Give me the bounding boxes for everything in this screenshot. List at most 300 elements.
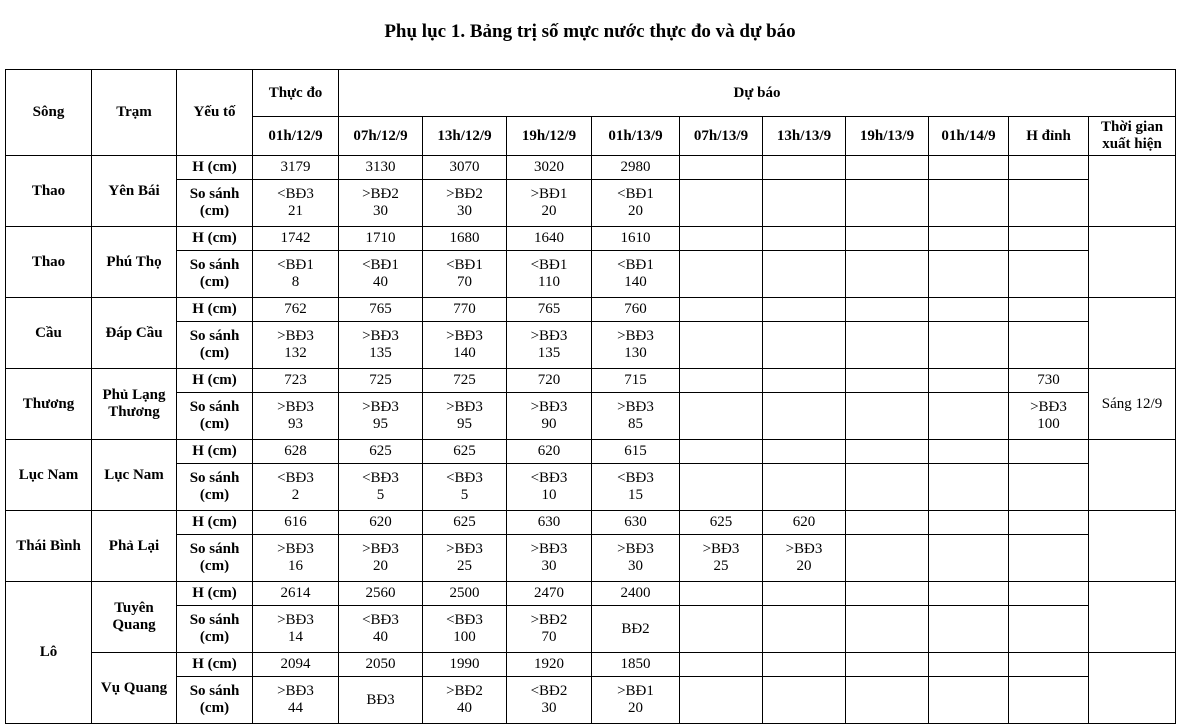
table-row <box>6 653 1176 677</box>
value-line2: 2 <box>291 487 300 503</box>
h-value-cell <box>929 511 1009 535</box>
ss-value-cell <box>846 180 929 227</box>
factor-h-label: H (cm) <box>177 440 253 464</box>
value-line1: >BĐ1 <box>617 683 654 699</box>
value-line2: 70 <box>457 274 472 290</box>
ss-value-cell <box>763 677 846 724</box>
header-forecast-time: 13h/13/9 <box>763 117 846 156</box>
ss-value-cell <box>929 606 1009 653</box>
value-line1: <BĐ3 <box>362 470 399 486</box>
value-line2: 135 <box>537 345 561 361</box>
ss-value-cell <box>680 180 763 227</box>
value-line2: 5 <box>460 487 469 503</box>
ss-value-cell <box>592 322 680 369</box>
h-value-cell <box>846 440 929 464</box>
value-line2: 90 <box>541 416 557 432</box>
ss-value-cell <box>339 251 423 298</box>
ss-value-cell <box>339 464 423 511</box>
h-value-cell: 715 <box>592 369 680 393</box>
value-line1: >BĐ3 <box>362 328 399 344</box>
ss-value-cell <box>423 535 507 582</box>
station-cell: Vụ Quang <box>92 653 177 724</box>
header-song: Sông <box>6 70 92 156</box>
value-line1: >BĐ3 <box>446 541 483 557</box>
h-value-cell: 2560 <box>339 582 423 606</box>
h-value-cell: 765 <box>507 298 592 322</box>
ss-value-cell <box>423 464 507 511</box>
value-line1: <BĐ3 <box>446 612 483 628</box>
header-thoi-gian-line1: Thời gian <box>1100 119 1164 135</box>
ss-value-cell <box>253 464 339 511</box>
river-cell: Lục Nam <box>6 440 92 511</box>
ss-value-cell <box>929 322 1009 369</box>
factor-ss-label <box>177 535 253 582</box>
table-row <box>6 677 1176 724</box>
factor-ss-line2: (cm) <box>199 345 230 361</box>
station-cell: Đáp Cầu <box>92 298 177 369</box>
h-value-cell <box>929 440 1009 464</box>
ss-value-cell <box>253 251 339 298</box>
h-value-cell: 1680 <box>423 227 507 251</box>
h-value-cell <box>763 653 846 677</box>
station-cell: Lục Nam <box>92 440 177 511</box>
h-value-cell: 1610 <box>592 227 680 251</box>
factor-ss-label <box>177 393 253 440</box>
ss-value-cell <box>763 606 846 653</box>
river-cell: Thao <box>6 156 92 227</box>
h-value-cell <box>680 653 763 677</box>
ss-value-cell <box>846 677 929 724</box>
ss-value-cell <box>929 677 1009 724</box>
ss-value-cell <box>507 180 592 227</box>
h-value-cell <box>846 582 929 606</box>
peak-h-cell <box>1009 298 1089 322</box>
ss-value-cell <box>339 322 423 369</box>
h-value-cell: 620 <box>763 511 846 535</box>
value-line1: >BĐ3 <box>617 541 654 557</box>
h-value-cell: 765 <box>339 298 423 322</box>
ss-value-cell <box>507 393 592 440</box>
value-line2: 20 <box>373 558 388 574</box>
value-line1: <BĐ3 <box>277 470 314 486</box>
value-line1: <BĐ3 <box>617 470 654 486</box>
value-line2: 10 <box>541 487 557 503</box>
factor-ss-line1: So sánh <box>189 186 240 202</box>
h-value-cell: 1742 <box>253 227 339 251</box>
ss-value-cell <box>846 606 929 653</box>
ss-value-cell <box>846 464 929 511</box>
value-line2: 135 <box>369 345 392 361</box>
h-value-cell <box>680 156 763 180</box>
river-cell: Cầu <box>6 298 92 369</box>
value-line2: 44 <box>288 700 303 716</box>
factor-ss-label <box>177 251 253 298</box>
table-row <box>6 180 1176 227</box>
peak-ss-cell <box>1009 322 1089 369</box>
factor-ss-label <box>177 180 253 227</box>
h-value-cell: 620 <box>507 440 592 464</box>
factor-ss-label <box>177 677 253 724</box>
h-value-cell: 3179 <box>253 156 339 180</box>
value-line1: >BĐ2 <box>446 186 483 202</box>
factor-ss-line1: So sánh <box>189 257 240 273</box>
ss-value-cell <box>253 322 339 369</box>
header-thoi-gian-line2: xuất hiện <box>1102 136 1162 152</box>
value-line2: 40 <box>373 274 388 290</box>
value-line2: 110 <box>538 274 560 290</box>
value-line1: >BĐ2 <box>446 683 483 699</box>
peak-h-cell <box>1009 653 1089 677</box>
value-line1: <BĐ1 <box>617 257 654 273</box>
value-line1: >BĐ3 <box>530 541 568 557</box>
h-value-cell <box>763 156 846 180</box>
factor-ss-label <box>177 322 253 369</box>
ss-value-cell <box>846 251 929 298</box>
station-cell: Phả Lại <box>92 511 177 582</box>
value-line1: <BĐ3 <box>446 470 483 486</box>
value-line1: >BĐ2 <box>362 186 399 202</box>
h-value-cell: 2050 <box>339 653 423 677</box>
h-value-cell: 760 <box>592 298 680 322</box>
ss-value-cell <box>253 677 339 724</box>
document-title: Phụ lục 1. Bảng trị số mực nước thực đo và dự báo <box>384 21 796 42</box>
value-line2: 85 <box>628 416 643 432</box>
ss-value-cell <box>846 393 929 440</box>
value-line2: 140 <box>453 345 476 361</box>
h-value-cell: 3070 <box>423 156 507 180</box>
h-value-cell: 625 <box>339 440 423 464</box>
ss-value-cell <box>592 180 680 227</box>
header-forecast-time: 13h/12/9 <box>423 117 507 156</box>
h-value-cell <box>929 653 1009 677</box>
value-line2: 40 <box>373 629 388 645</box>
table-row <box>6 156 1176 180</box>
ss-value-cell <box>763 322 846 369</box>
value-line2: 25 <box>713 558 729 574</box>
ss-value-cell <box>846 322 929 369</box>
value-line1: >BĐ3 <box>277 399 314 415</box>
factor-h-label: H (cm) <box>177 511 253 535</box>
factor-ss-line2: (cm) <box>199 629 230 645</box>
station-cell: Yên Bái <box>92 156 177 227</box>
factor-h-label: H (cm) <box>177 156 253 180</box>
value-line2: 8 <box>291 274 300 290</box>
ss-value-cell <box>253 535 339 582</box>
ss-value-cell <box>507 464 592 511</box>
ss-value-cell <box>763 393 846 440</box>
ss-value-cell <box>929 535 1009 582</box>
ss-value-cell <box>592 606 680 653</box>
header-tram: Trạm <box>92 70 177 156</box>
factor-h-label: H (cm) <box>177 298 253 322</box>
value-line2: 132 <box>284 345 307 361</box>
h-value-cell <box>929 227 1009 251</box>
header-row-top <box>6 70 1176 117</box>
h-value-cell: 2400 <box>592 582 680 606</box>
h-value-cell <box>846 227 929 251</box>
value-line1: <BĐ3 <box>530 470 568 486</box>
value-line1: <BĐ1 <box>617 186 654 202</box>
value-line2: 100 <box>453 629 476 645</box>
ss-value-cell <box>846 535 929 582</box>
value-line1: >BĐ3 <box>362 399 399 415</box>
value-line1: >BĐ3 <box>446 399 483 415</box>
value-line2: 95 <box>457 416 472 432</box>
time-cell <box>1089 653 1176 724</box>
header-thoi-gian <box>1089 117 1176 156</box>
value-line1: >BĐ3 <box>702 541 740 557</box>
table-row <box>6 511 1176 535</box>
factor-ss-line1: So sánh <box>189 541 240 557</box>
value-line2: 40 <box>457 700 472 716</box>
ss-value-cell <box>507 606 592 653</box>
h-value-cell: 1850 <box>592 653 680 677</box>
time-cell: Sáng 12/9 <box>1089 369 1176 440</box>
value-line1: >BĐ3 <box>446 328 483 344</box>
factor-ss-line2: (cm) <box>199 700 230 716</box>
value-line1: <BĐ1 <box>362 257 399 273</box>
h-value-cell <box>846 653 929 677</box>
ss-value-cell <box>339 677 423 724</box>
h-value-cell: 1920 <box>507 653 592 677</box>
time-cell <box>1089 298 1176 369</box>
ss-value-cell <box>929 180 1009 227</box>
value-line1: >BĐ3 <box>785 541 823 557</box>
h-value-cell: 3130 <box>339 156 423 180</box>
value-line2: 130 <box>624 345 647 361</box>
header-measured-time: 01h/12/9 <box>253 117 339 156</box>
value-line2: 100 <box>1037 416 1060 432</box>
h-value-cell: 3020 <box>507 156 592 180</box>
factor-ss-line1: So sánh <box>189 399 240 415</box>
h-value-cell: 1710 <box>339 227 423 251</box>
h-value-cell: 720 <box>507 369 592 393</box>
ss-value-cell <box>253 393 339 440</box>
peak-ss-cell <box>1009 464 1089 511</box>
ss-value-cell <box>929 464 1009 511</box>
h-value-cell <box>846 156 929 180</box>
factor-ss-line1: So sánh <box>189 328 240 344</box>
ss-value-cell <box>253 606 339 653</box>
value-line2: 30 <box>541 558 557 574</box>
ss-value-cell <box>680 464 763 511</box>
ss-value-cell <box>763 464 846 511</box>
factor-ss-line1: So sánh <box>189 683 240 699</box>
ss-value-cell <box>592 393 680 440</box>
ss-value-cell <box>507 677 592 724</box>
h-value-cell: 625 <box>423 440 507 464</box>
value-line1: >BĐ3 <box>530 328 568 344</box>
peak-h-cell <box>1009 511 1089 535</box>
factor-h-label: H (cm) <box>177 227 253 251</box>
value-line1: >BĐ3 <box>617 328 654 344</box>
ss-value-cell <box>253 180 339 227</box>
table-row <box>6 298 1176 322</box>
h-value-cell: 628 <box>253 440 339 464</box>
river-cell: Thái Bình <box>6 511 92 582</box>
h-value-cell <box>763 440 846 464</box>
peak-ss-cell <box>1009 677 1089 724</box>
h-value-cell: 2614 <box>253 582 339 606</box>
h-value-cell: 2470 <box>507 582 592 606</box>
factor-ss-line2: (cm) <box>199 416 230 432</box>
value-line2: 140 <box>624 274 647 290</box>
peak-ss-cell <box>1009 606 1089 653</box>
value-line2: 20 <box>628 700 643 716</box>
value-line2: 20 <box>628 203 643 219</box>
value-line1: <BĐ2 <box>530 683 568 699</box>
h-value-cell <box>763 227 846 251</box>
value-line1: >BĐ3 <box>277 683 314 699</box>
ss-value-cell <box>339 393 423 440</box>
table-row <box>6 582 1176 606</box>
time-cell <box>1089 156 1176 227</box>
value-line1: <BĐ3 <box>362 612 399 628</box>
h-value-cell: 615 <box>592 440 680 464</box>
h-value-cell <box>680 440 763 464</box>
value-line1: >BĐ3 <box>530 399 568 415</box>
h-value-cell: 630 <box>507 511 592 535</box>
factor-h-label: H (cm) <box>177 369 253 393</box>
ss-value-cell <box>680 322 763 369</box>
time-cell <box>1089 511 1176 582</box>
value-line1: BĐ3 <box>366 691 395 708</box>
h-value-cell: 2094 <box>253 653 339 677</box>
value-line1: >BĐ2 <box>530 612 568 628</box>
table-row <box>6 227 1176 251</box>
table-row <box>6 369 1176 393</box>
station-cell: Phủ Lạng Thương <box>92 369 177 440</box>
ss-value-cell <box>339 180 423 227</box>
h-value-cell <box>763 298 846 322</box>
value-line2: 30 <box>541 700 557 716</box>
peak-h-cell <box>1009 582 1089 606</box>
value-line2: 21 <box>288 203 303 219</box>
table-row <box>6 464 1176 511</box>
ss-value-cell <box>763 251 846 298</box>
peak-h-cell <box>1009 227 1089 251</box>
value-line2: 30 <box>457 203 472 219</box>
ss-value-cell <box>680 393 763 440</box>
time-cell <box>1089 227 1176 298</box>
value-line1: >BĐ3 <box>277 541 314 557</box>
h-value-cell <box>763 369 846 393</box>
peak-ss-cell <box>1009 393 1089 440</box>
h-value-cell: 770 <box>423 298 507 322</box>
ss-value-cell <box>507 535 592 582</box>
header-forecast-time: 01h/13/9 <box>592 117 680 156</box>
h-value-cell <box>929 156 1009 180</box>
table-body <box>6 156 1176 724</box>
ss-value-cell <box>929 251 1009 298</box>
factor-h-label: H (cm) <box>177 653 253 677</box>
factor-ss-line2: (cm) <box>199 203 230 219</box>
ss-value-cell <box>423 251 507 298</box>
ss-value-cell <box>592 535 680 582</box>
value-line1: BĐ2 <box>621 620 650 637</box>
ss-value-cell <box>680 535 763 582</box>
value-line1: >BĐ3 <box>1030 399 1067 415</box>
h-value-cell: 2980 <box>592 156 680 180</box>
ss-value-cell <box>423 180 507 227</box>
h-value-cell: 616 <box>253 511 339 535</box>
ss-value-cell <box>423 393 507 440</box>
factor-ss-line2: (cm) <box>199 487 230 503</box>
h-value-cell <box>846 298 929 322</box>
peak-h-cell <box>1009 156 1089 180</box>
ss-value-cell <box>763 180 846 227</box>
ss-value-cell <box>507 322 592 369</box>
value-line2: 30 <box>628 558 643 574</box>
peak-ss-cell <box>1009 251 1089 298</box>
header-forecast-time: 19h/13/9 <box>846 117 929 156</box>
header-du-bao: Dự báo <box>339 70 1176 117</box>
h-value-cell <box>680 369 763 393</box>
river-cell: Thao <box>6 227 92 298</box>
h-value-cell <box>846 511 929 535</box>
station-cell: Tuyên Quang <box>92 582 177 653</box>
header-yeu-to: Yếu tố <box>177 70 253 156</box>
header-forecast-time: 19h/12/9 <box>507 117 592 156</box>
value-line2: 15 <box>628 487 643 503</box>
h-value-cell <box>680 582 763 606</box>
ss-value-cell <box>763 535 846 582</box>
ss-value-cell <box>339 606 423 653</box>
factor-ss-line2: (cm) <box>199 274 230 290</box>
value-line2: 5 <box>376 487 385 503</box>
header-thuc-do: Thực đo <box>253 70 339 117</box>
value-line1: >BĐ3 <box>362 541 399 557</box>
ss-value-cell <box>592 251 680 298</box>
header-h-dinh: H đỉnh <box>1009 117 1089 156</box>
h-value-cell: 725 <box>423 369 507 393</box>
h-value-cell <box>929 369 1009 393</box>
peak-h-cell: 730 <box>1009 369 1089 393</box>
value-line1: >BĐ3 <box>277 612 314 628</box>
value-line2: 70 <box>541 629 557 645</box>
river-cell: Lô <box>6 582 92 724</box>
factor-ss-label <box>177 606 253 653</box>
time-cell <box>1089 440 1176 511</box>
value-line2: 95 <box>373 416 388 432</box>
value-line2: 93 <box>288 416 303 432</box>
h-value-cell: 762 <box>253 298 339 322</box>
ss-value-cell <box>339 535 423 582</box>
time-cell <box>1089 582 1176 653</box>
factor-ss-line1: So sánh <box>189 470 240 486</box>
header-forecast-time: 01h/14/9 <box>929 117 1009 156</box>
peak-ss-cell <box>1009 180 1089 227</box>
ss-value-cell <box>592 677 680 724</box>
h-value-cell: 1990 <box>423 653 507 677</box>
header-forecast-time: 07h/12/9 <box>339 117 423 156</box>
value-line2: 14 <box>288 629 303 645</box>
h-value-cell <box>846 369 929 393</box>
table-row <box>6 535 1176 582</box>
value-line1: >BĐ3 <box>277 328 314 344</box>
h-value-cell: 625 <box>423 511 507 535</box>
ss-value-cell <box>423 606 507 653</box>
peak-h-cell <box>1009 440 1089 464</box>
ss-value-cell <box>680 251 763 298</box>
value-line1: <BĐ1 <box>446 257 483 273</box>
value-line2: 30 <box>373 203 388 219</box>
h-value-cell: 2500 <box>423 582 507 606</box>
water-level-table <box>5 69 1176 724</box>
table-row <box>6 322 1176 369</box>
value-line1: <BĐ1 <box>277 257 314 273</box>
h-value-cell: 1640 <box>507 227 592 251</box>
